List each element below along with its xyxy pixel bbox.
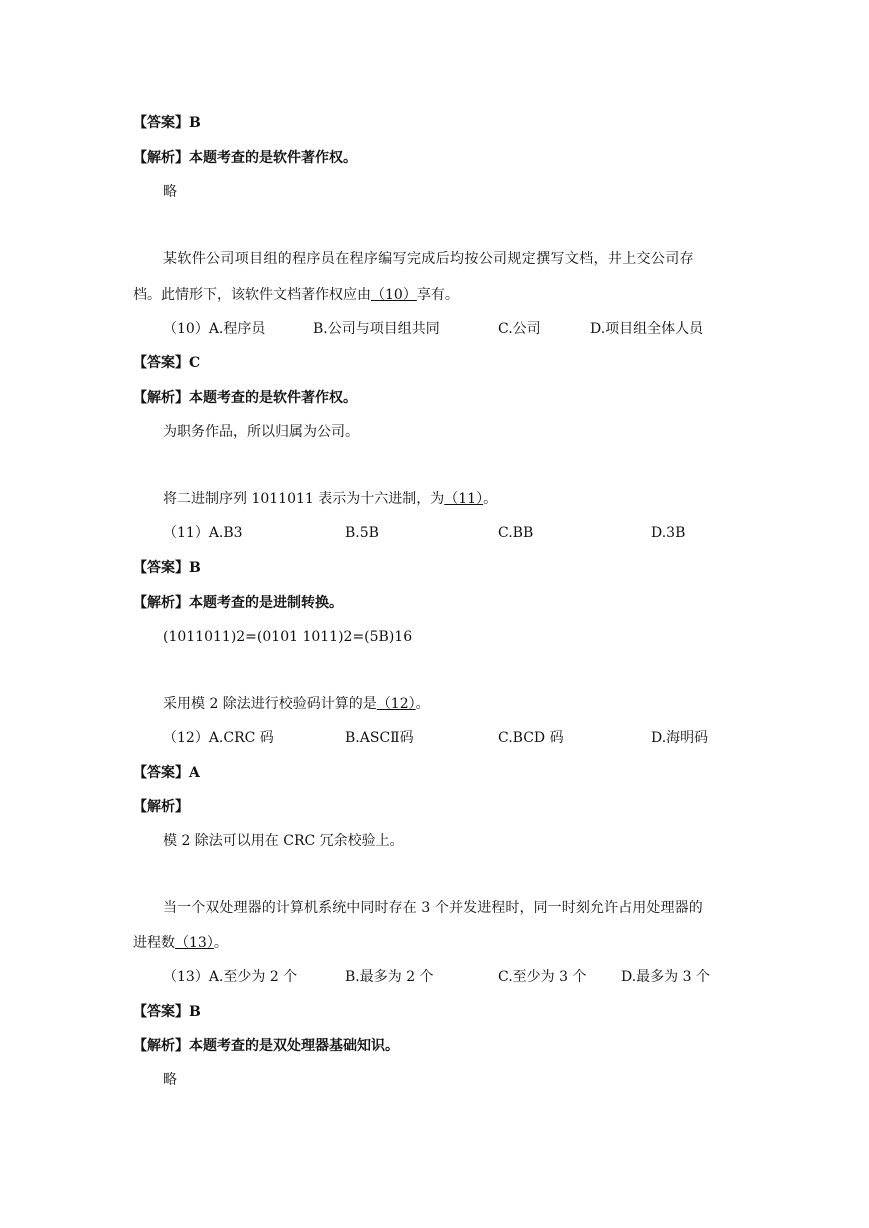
- option-d: D.项目组全体人员: [590, 321, 704, 337]
- option-b: B.ASCⅡ码: [345, 730, 414, 746]
- question-10-stem-line1: 某软件公司项目组的程序员在程序编写完成后均按公司规定撰写文档，井上交公司存: [163, 251, 694, 267]
- analysis-line: 【解析】本题考查的是软件著作权。: [133, 390, 357, 406]
- stem-text: 。: [483, 491, 498, 507]
- stem-text: 档。此情形下，该软件文档著作权应由: [133, 287, 371, 303]
- question-10-stem-line2: [133, 286, 459, 304]
- stem-text: 将二进制序列 1011011 表示为十六进制，为: [163, 491, 445, 507]
- stem-text: 。: [213, 935, 228, 951]
- analysis-line: 【解析】: [133, 799, 189, 815]
- analysis-line: 【解析】本题考查的是软件著作权。: [133, 150, 357, 166]
- option-c: C.至少为 3 个: [498, 969, 587, 985]
- answer-blank: （13）: [175, 935, 214, 951]
- answer-line: 【答案】A: [133, 765, 200, 781]
- answer-line: 【答案】B: [133, 560, 201, 576]
- answer-line: 【答案】C: [133, 355, 201, 371]
- analysis-line: 【解析】本题考查的是双处理器基础知识。: [133, 1038, 399, 1054]
- analysis-note: (1011011)2=(0101 1011)2=(5B)16: [163, 629, 413, 645]
- answer-line: 【答案】B: [133, 1004, 201, 1020]
- option-b: B.最多为 2 个: [345, 969, 434, 985]
- analysis-note: 略: [163, 1072, 177, 1088]
- answer-blank: （12）: [376, 696, 416, 712]
- option-a: （12）A.CRC 码: [163, 730, 274, 746]
- option-b: B.5B: [345, 525, 379, 541]
- option-a: （11）A.B3: [163, 525, 243, 541]
- analysis-note: 为职务作品，所以归属为公司。: [163, 424, 359, 440]
- question-13-stem-line1: 当一个双处理器的计算机系统中同时存在 3 个并发进程时，同一时刻允许占用处理器的: [163, 900, 703, 916]
- option-c: C.公司: [498, 321, 541, 337]
- option-c: C.BB: [498, 525, 534, 541]
- analysis-note: 模 2 除法可以用在 CRC 冗余校验上。: [163, 833, 404, 849]
- option-a: （10）A.程序员: [163, 321, 266, 337]
- analysis-note: 略: [163, 184, 177, 200]
- question-13-stem-line2: [133, 934, 228, 952]
- stem-text: 享有。: [416, 287, 459, 303]
- option-d: D.最多为 3 个: [621, 969, 710, 985]
- option-c: C.BCD 码: [498, 730, 564, 746]
- answer-blank: （11）: [444, 491, 484, 507]
- stem-text: 进程数: [133, 935, 175, 951]
- analysis-line: 【解析】本题考查的是进制转换。: [133, 595, 343, 611]
- option-b: B.公司与项目组共同: [313, 321, 440, 337]
- option-d: D.海明码: [651, 730, 709, 746]
- option-d: D.3B: [651, 525, 686, 541]
- stem-text: 。: [415, 696, 430, 712]
- question-11-stem: [163, 490, 497, 508]
- answer-line: 【答案】B: [133, 115, 201, 131]
- option-a: （13）A.至少为 2 个: [163, 969, 298, 985]
- question-12-stem: [163, 695, 430, 713]
- stem-text: 采用模 2 除法进行校验码计算的是: [163, 696, 377, 712]
- answer-blank: （10）: [371, 287, 417, 303]
